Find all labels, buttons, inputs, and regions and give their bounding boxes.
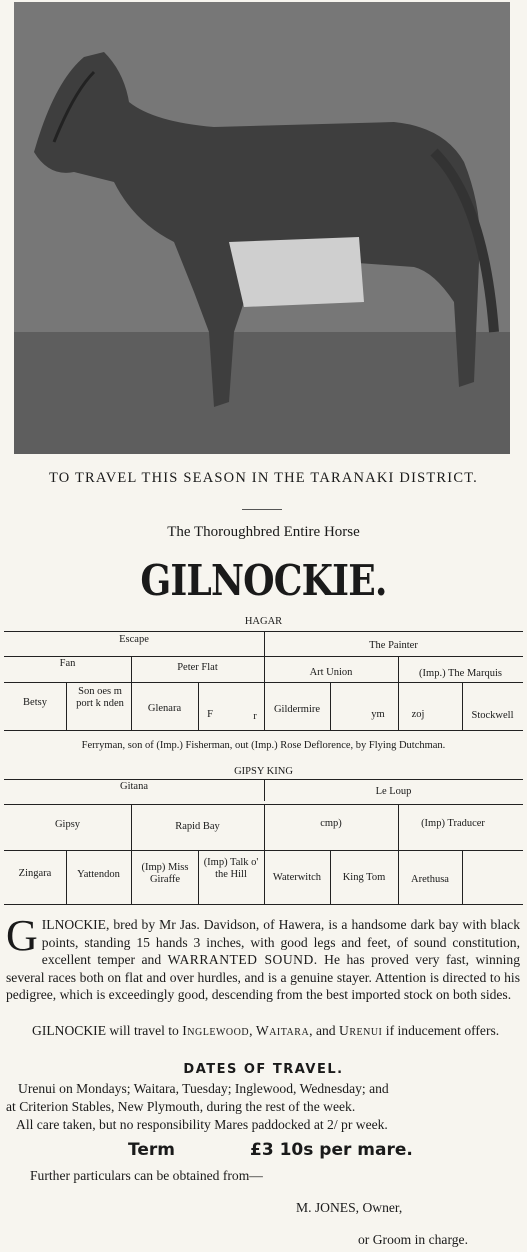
divider — [242, 509, 282, 510]
rule — [4, 682, 523, 683]
rule — [330, 682, 331, 730]
sire-gen4-1: Betsy — [23, 697, 47, 708]
description-text: ILNOCKIE, bred by Mr Jas. Davidson, of Hawera, is a handsome dark bay with black points, standing 15 hands 3 inches, with good legs and feet, of sound constitution, excellent temper and — [41, 917, 520, 967]
sire-gen2-a: Escape — [119, 634, 149, 645]
rule — [131, 804, 132, 904]
travel-headline: TO TRAVEL THIS SEASON IN THE TARANAKI DISTRICT. — [48, 470, 479, 486]
sire-gen3-4: (Imp.) The Marquis — [419, 668, 502, 679]
dam-gen4-3: (Imp) Miss Giraffe — [141, 862, 189, 886]
drop-cap: G — [6, 911, 38, 960]
dam-gen4-2: Yattendon — [77, 869, 120, 880]
travel-paragraph: GILNOCKIE will travel to Inglewood, Waitara, and Urenui if inducement offers. — [32, 1023, 500, 1038]
town-inglewood: Inglewood — [182, 1023, 250, 1038]
town-urenui: Urenui — [339, 1023, 383, 1038]
horse-silhouette — [14, 2, 510, 454]
ferryman-line: Ferryman, son of (Imp.) Fisherman, out (Imp.) Rose Deflorence, by Flying Dutchman. — [81, 740, 446, 751]
sire-root: HAGAR — [244, 616, 283, 627]
dates-line-2: at Criterion Stables, New Plymouth, during the rest of the week. — [6, 1099, 356, 1114]
term-value: £3 10s per mare. — [250, 1140, 413, 1160]
rule — [198, 682, 199, 730]
dam-gen3-4: (Imp) Traducer — [421, 818, 485, 829]
care-line: All care taken, but no responsibility Mares paddocked at 2/ pr week. — [16, 1117, 388, 1132]
dam-gen2-a: Gitana — [120, 781, 148, 792]
dam-gen4-6: King Tom — [342, 872, 386, 883]
sire-gen3-3: Art Union — [309, 667, 353, 678]
rule — [4, 850, 523, 851]
sire-gen2-b: The Painter — [369, 640, 418, 651]
travel-and: and — [315, 1023, 336, 1038]
sire-gen4-8: zoj — [411, 709, 425, 720]
sire-gen4-3: Glenara — [147, 703, 182, 714]
sire-gen3-1: Fan — [59, 658, 76, 669]
owner-name: M. JONES, Owner, — [296, 1200, 403, 1215]
further-particulars: Further particulars can be obtained from— — [30, 1168, 263, 1183]
sire-gen4-9: Stockwell — [471, 710, 514, 721]
term-label: Term — [128, 1140, 175, 1160]
rule — [66, 682, 67, 730]
dam-gen2-b: Le Loup — [375, 786, 412, 797]
dam-gen4-4: (Imp) Talk o' the Hill — [203, 857, 259, 881]
travel-text: GILNOCKIE will travel to — [32, 1023, 179, 1038]
dam-root: GIPSY KING — [234, 766, 293, 777]
dam-gen4-5: Waterwitch — [272, 872, 322, 883]
ad-subtitle: The Thoroughbred Entire Horse — [167, 524, 360, 540]
sire-gen4-4: F — [207, 709, 213, 720]
sire-gen4-5: r — [253, 711, 257, 722]
sire-gen4-2: Son oes m port k nden — [76, 686, 124, 710]
description-paragraph — [6, 911, 520, 1004]
rule — [4, 904, 523, 905]
dam-gen4-1: Zingara — [18, 868, 52, 879]
horse-name-title: GILNOCKIE. — [140, 556, 387, 605]
town-waitara: Waitara — [255, 1023, 310, 1038]
sire-gen4-7: ym — [371, 709, 385, 720]
rule — [462, 850, 463, 904]
dam-gen4-7: Arethusa — [411, 874, 449, 885]
horse-photograph — [14, 2, 510, 454]
dam-gen3-2: Rapid Bay — [175, 821, 220, 832]
rule — [398, 804, 399, 904]
travel-text-end: if inducement offers. — [385, 1023, 500, 1038]
sire-gen3-2: Peter Flat — [177, 662, 218, 673]
dam-gen3-1: Gipsy — [54, 819, 81, 830]
sire-gen4-6: Gildermire — [273, 704, 321, 715]
dam-gen3-3: cmp) — [320, 818, 342, 829]
rule — [4, 730, 523, 731]
rule — [462, 682, 463, 730]
description-text-end: He has proved very fast, winning several races both on flat and over hurdles, and is a genuine stayer. Attention is directed to his pedigree, which is exceedingly good, descending from the best imported stock on both sides. — [6, 952, 520, 1002]
dates-line-1: Urenui on Mondays; Waitara, Tuesday; Inglewood, Wednesday; and — [18, 1081, 389, 1096]
dates-heading: DATES OF TRAVEL. — [183, 1062, 344, 1077]
groom-line: or Groom in charge. — [358, 1232, 468, 1247]
warranted-sound: WARRANTED SOUND. — [167, 952, 318, 967]
